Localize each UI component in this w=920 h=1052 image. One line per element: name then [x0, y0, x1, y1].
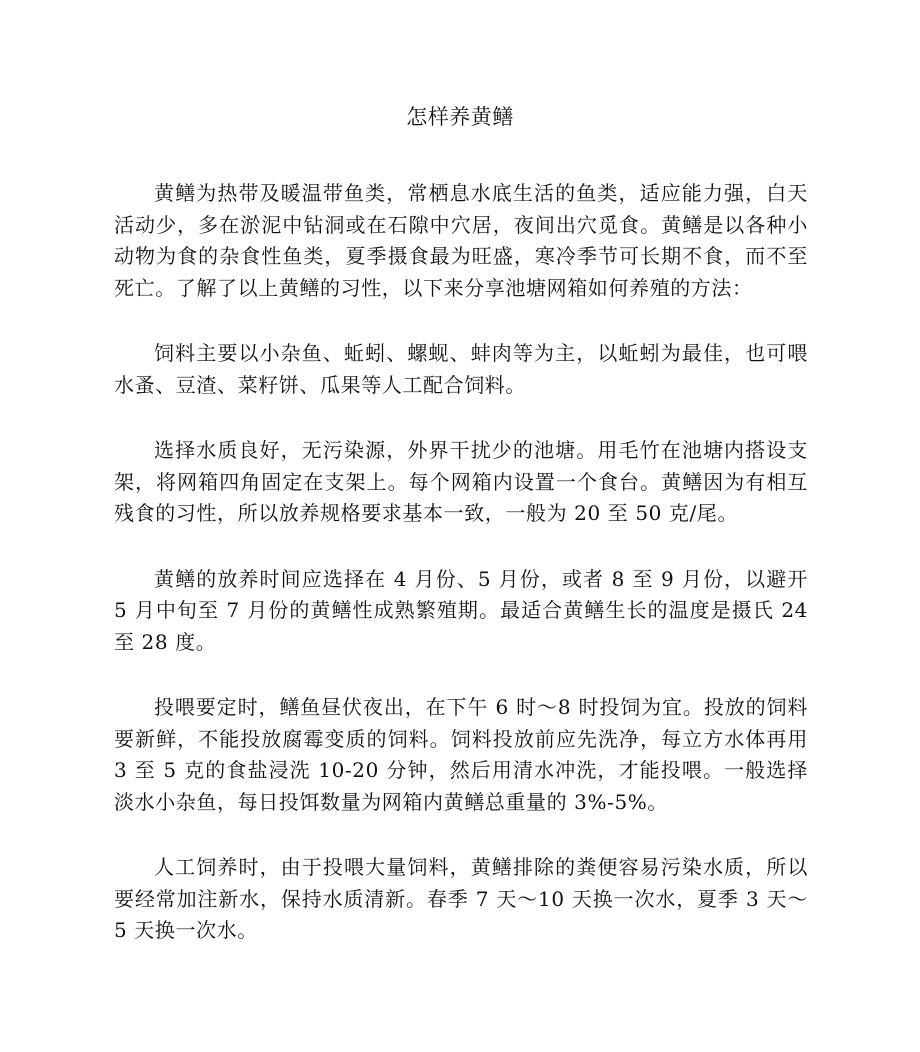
paragraph-feeding-schedule: 投喂要定时，鳝鱼昼伏夜出，在下午 6 时～8 时投饲为宜。投放的饲料要新鲜，不能投放腐霉变质的饲料。饲料投放前应先洗净，每立方水体再用 3 至 5 克的食盐浸洗 10-20 分钟，然后用清水冲洗，才能投喂。一般选择淡水小杂鱼，每日投饵数量为网箱内黄鳝总重量的 3%-5%。 — [114, 695, 808, 814]
paragraph-pond-selection: 选择水质良好，无污染源，外界干扰少的池塘。用毛竹在池塘内搭设支架，将网箱四角固定在支架上。每个网箱内设置一个食台。黄鳝因为有相互残食的习性，所以放养规格要求基本一致，一般为 20 至 50 克/尾。 — [114, 438, 808, 525]
document-title: 怎样养黄鳝 — [406, 105, 514, 129]
paragraph-habits: 黄鳝为热带及暖温带鱼类，常栖息水底生活的鱼类，适应能力强，白天活动少，多在淤泥中钻洞或在石隙中穴居，夜间出穴觅食。黄鳝是以各种小动物为食的杂食性鱼类，夏季摄食最为旺盛，寒冷季节可长期不食，而不至死亡。了解了以上黄鳝的习性，以下来分享池塘网箱如何养殖的方法： — [114, 181, 808, 300]
paragraph-feed: 饲料主要以小杂鱼、蚯蚓、螺蚬、蚌肉等为主，以蚯蚓为最佳，也可喂水蚤、豆渣、菜籽饼、瓜果等人工配合饲料。 — [114, 341, 808, 397]
document-body — [114, 178, 808, 981]
paragraph-stocking-time: 黄鳝的放养时间应选择在 4 月份、5 月份，或者 8 至 9 月份，以避开 5 月中旬至 7 月份的黄鳝性成熟繁殖期。最适合黄鳝生长的温度是摄氏 24 至 28 度。 — [114, 566, 808, 654]
paragraph-water-management: 人工饲养时，由于投喂大量饲料，黄鳝排除的粪便容易污染水质，所以要经常加注新水，保持水质清新。春季 7 天～10 天换一次水，夏季 3 天～5 天换一次水。 — [114, 855, 808, 942]
